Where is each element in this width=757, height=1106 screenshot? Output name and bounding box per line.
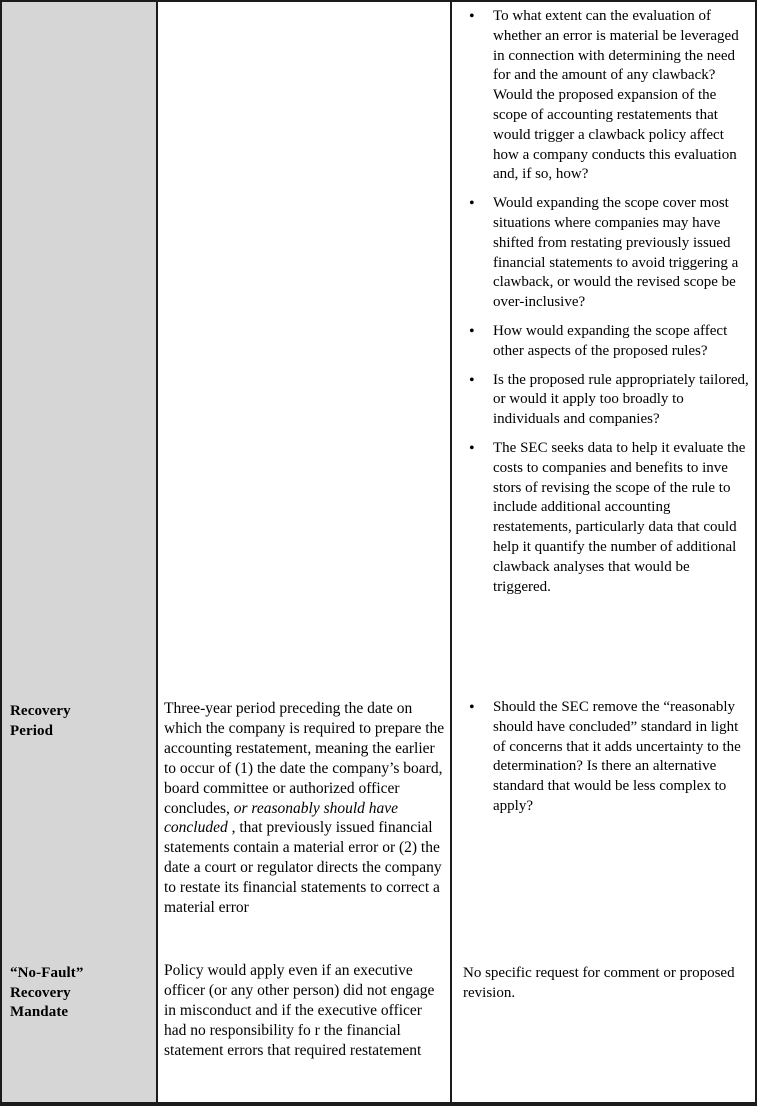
bullet-text: Is the proposed rule appropriately tailored, or would it apply too broadly to individuals and companies? bbox=[493, 371, 749, 428]
row1-comments-cell bbox=[452, 2, 755, 693]
bullet-icon bbox=[463, 194, 493, 313]
bullet-text: To what extent can the evaluation of whether an error is material be leveraged in connection with determining the need for and the amount of any clawback? Would the proposed expansion of the scope of accounting restatements that would trigger a clawback policy affect how a company conducts this evaluation and, if so, how? bbox=[493, 8, 739, 183]
bullet-text: How would expanding the scope affect other aspects of the proposed rules? bbox=[493, 322, 728, 359]
row1-description-cell bbox=[158, 2, 452, 693]
list-item bbox=[463, 371, 750, 430]
row-description: Policy would apply even if an executive officer (or any other person) did not engage in misconduct and if the executive officer had no responsibility fo r the financial statement errors that required restatement bbox=[164, 962, 435, 1059]
row2-comments-cell bbox=[452, 693, 755, 955]
bullet-icon bbox=[463, 7, 493, 185]
description-post: , that previously issued financial statements contain a material error or (2) the date a court or regulator directs the company to restate its financial statements to correct a material error bbox=[164, 819, 442, 917]
row2-label-cell bbox=[2, 693, 158, 955]
list-item bbox=[463, 7, 750, 185]
comments-text: No specific request for comment or proposed revision. bbox=[463, 965, 735, 1001]
row3-label-cell bbox=[2, 955, 158, 1102]
list-item bbox=[463, 194, 750, 313]
row2-description-cell bbox=[158, 693, 452, 955]
row-label: “No-Fault” Recovery Mandate bbox=[10, 965, 84, 1020]
row3-description-cell bbox=[158, 955, 452, 1102]
list-item bbox=[463, 439, 750, 597]
row-label: Recovery Period bbox=[10, 703, 71, 739]
description-pre: Three-year period preceding the date on which the company is required to prepare the accounting restatement, meaning the earlier to occur of (1) the date the company’s board, board committee or authorized officer concludes, bbox=[164, 700, 445, 817]
bullet-icon bbox=[463, 322, 493, 362]
bullet-text: The SEC seeks data to help it evaluate the costs to companies and benefits to inve stors of revising the scope of the rule to include additional accounting restatements, particularly data that could help it quantify the number of additional clawback analyses that would be triggered. bbox=[493, 439, 746, 595]
row-description bbox=[164, 699, 445, 918]
row1-label-cell bbox=[2, 2, 158, 693]
bullet-text: Should the SEC remove the “reasonably should have concluded” standard in light of concerns that it adds uncertainty to the determination? Is there an alternative standard that would be less complex to apply? bbox=[493, 699, 741, 814]
list-item bbox=[463, 322, 750, 362]
bullet-icon bbox=[463, 371, 493, 430]
row3-comments-cell bbox=[452, 955, 755, 1102]
bullet-text: Would expanding the scope cover most situations where companies may have shifted from restating previously issued financial statements to avoid triggering a clawback, or would the revised scope be over-inclusive? bbox=[493, 195, 739, 311]
bullet-icon bbox=[463, 439, 493, 597]
bullet-icon bbox=[463, 698, 493, 817]
list-item bbox=[463, 698, 750, 817]
description-italic: or reasonably should have concluded bbox=[164, 799, 399, 837]
